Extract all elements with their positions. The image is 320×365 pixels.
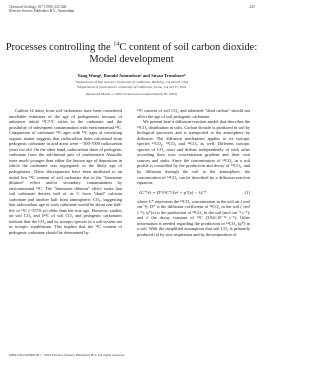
equation-1 [139, 189, 250, 196]
affiliation-b: ᵇDepartment of Geosciences, University of California, Irvine, CA 92717, USA [76, 84, 187, 89]
author-list: Yang Wangᵃ, Ronald Amundsonᵃ and Susan Trumboreᵇ [77, 73, 186, 78]
journal-citation [9, 5, 74, 14]
title-isotope: 14 [113, 41, 120, 48]
title-part-2: C content of soil carbon dioxide: [119, 42, 258, 53]
body-paragraph-1: ¹⁴C content of soil CO₂ and inherited "dead carbon" should not affect the age of soil pedogenic carbonate. [137, 108, 250, 119]
body-paragraph-2: We present here a diffusion-reaction model that describes the ¹⁴CO₂ distribution in soils. Carbon dioxide is produced in soil by biological processes and is transported to the atmosphere by diffusion. The diffusion mechanism applies to its isotopic species ¹²CO₂, ¹³CO₂ and ¹⁴CO₂ as well. Different isotopic species of CO₂ react and diffuse independently of each other according their own concentration gradient and their own sources and sinks. Since the concentration of ¹⁴CO₂ in a soil profile is controlled by the production and decay of ¹⁴CO₂, and by diffusion through the soil to the atmosphere, the concentration of ¹⁴CO₂ can be described by a diffusion-reaction equation: [137, 119, 250, 186]
page-number: 225 [249, 5, 255, 9]
right-column [137, 108, 250, 237]
journal-line-2: Elsevier Science Publishers B.V., Amsterdam [9, 9, 75, 14]
copyright-footer: 0009-2541/93/$06.00 © 1993 Elsevier Science Publishers B.V. All rights reserved. [9, 353, 125, 357]
title-line-2: Model development [89, 53, 174, 65]
left-column [9, 108, 122, 236]
journal-line-1: Chemical Geology, 107 (1993) 225-226 [9, 5, 67, 9]
affiliation-a: ᵃDepartment of Soil Science, University of California, Berkeley, CA 94720, USA [75, 80, 188, 84]
abstract-paragraph: Carbon-14 dates from soil carbonates have been considered unreliable estimates of the age of pedogenesis because of unknown initial ¹⁴C/¹²C ratios in the carbonate and the possibility of subsequent contamination with environmental ¹⁴C. Comparison of carbonate ¹⁴C ages with ¹⁴C ages of coexisting organic matter suggests that radiocarbon dates calculated from pedogenic carbonate in arid areas were ~ 500-7000 radiocarbon years too old. On the other hand, radiocarbon dates of pedogenic carbonate from the sub-humid part of southeastern Australia were much younger than either the known age of deposition in which the carbonate was segregated, or the likely age of pedogenesis. These discrepancies have been attributed to an initial low ¹⁴C content of soil carbonate due to the "limestone dilution" effect and/or secondary contamination by environmental ¹⁴C. The "limestone dilution" effect states that soil carbonate derives half of its C from "dead" calcium carbonate and another half from atmospheric CO₂, suggesting that radiocarbon age of such carbonate would be about one half-life of ¹⁴C (~5570 yr) older than the true age. However, studies on soil CO₂ and δ¹³C of soil CO₂ and pedogenic carbonates indicate that the CO₂ and its isotopic species in a soil system are in isotopic equilibrium. This implies that the ¹⁴C content of pedogenic carbonate should be determined by [9, 108, 122, 236]
title-line-1 [0, 42, 263, 54]
equation-expression: ∂C*/∂t = D*∂²C*/∂z² + φ*(z) − λC* [139, 189, 207, 195]
paper-title [0, 42, 263, 65]
body-paragraph-3: where C* represents the ¹⁴CO₂ concentration in the soil air ( mol cm⁻³); D* is the diffusion coefficient of ¹⁴CO₂ in the soil ( cm² s⁻¹); φ*(z) is the production of ¹⁴CO₂ in the soil (mol cm⁻³ s⁻¹); and λ the decay constant of ¹⁴C (3.84×10⁻¹² s⁻¹). Other information is needed regarding the production of ¹⁴CO₂ (φ*) in a soil. With the simplified assumption that soil CO₂ is primarily produced (a) by root respiration and by decomposition of [137, 198, 250, 237]
affiliations [0, 80, 263, 89]
title-part-1: Processes controlling the [5, 42, 114, 53]
equation-number: (1) [244, 189, 250, 195]
received-dates: (Received March 1, 1993; revised and accepted March 30, 1993) [86, 92, 177, 96]
